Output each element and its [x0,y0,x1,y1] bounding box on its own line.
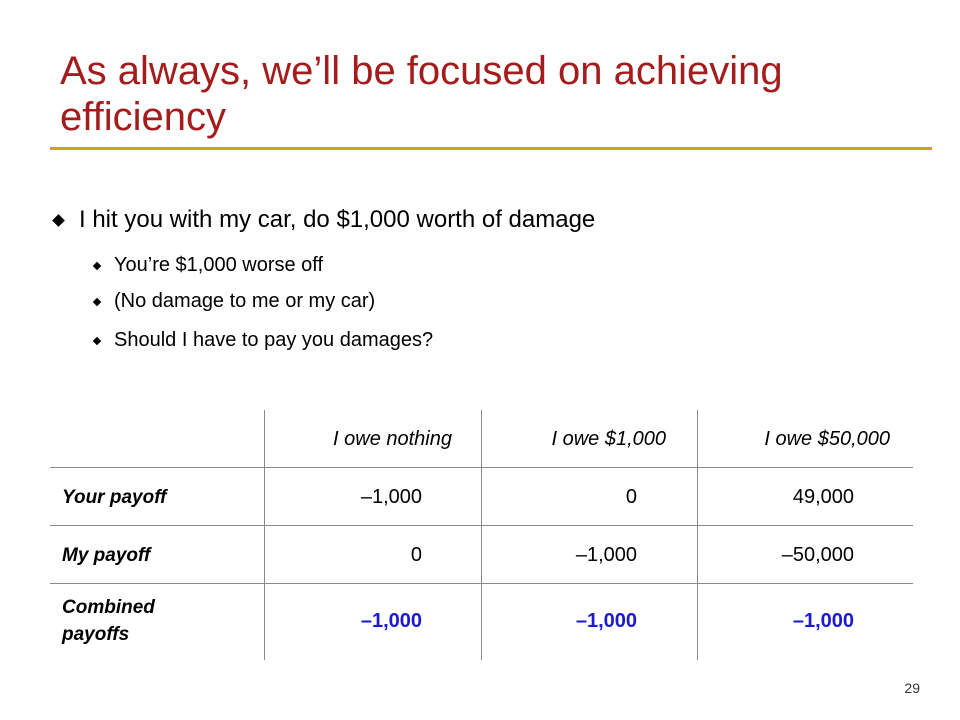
slide-title: As always, we’ll be focused on achieving efficiency [60,49,783,139]
table-cell: –1,000 [360,486,422,508]
column-header: I owe $1,000 [551,428,666,450]
table-cell: 49,000 [792,486,854,508]
row-divider [50,467,913,468]
bullet-sub-text: (No damage to me or my car) [114,290,376,312]
row-divider [50,583,913,584]
bullet-sub-text: Should I have to pay you damages? [114,329,434,351]
table-cell-combined: –1,000 [575,610,637,632]
row-label: Your payoff [62,487,167,508]
column-header: I owe $50,000 [764,428,890,450]
table-cell: 0 [625,486,637,508]
column-divider [697,410,698,660]
table-cell-combined: –1,000 [360,610,422,632]
column-divider [481,410,482,660]
bullet-main-text: I hit you with my car, do $1,000 worth of damage [79,206,596,233]
row-divider [50,525,913,526]
table-cell: –1,000 [575,544,637,566]
row-label: My payoff [62,545,151,566]
table-cell: 0 [410,544,422,566]
table-cell-combined: –1,000 [792,610,854,632]
row-label: Combined payoffs [62,597,155,645]
bullet-sub-text: You’re $1,000 worse off [114,254,324,276]
column-header: I owe nothing [333,428,452,450]
page-number: 29 [904,680,920,696]
column-divider [264,410,265,660]
table-cell: –50,000 [781,544,854,566]
